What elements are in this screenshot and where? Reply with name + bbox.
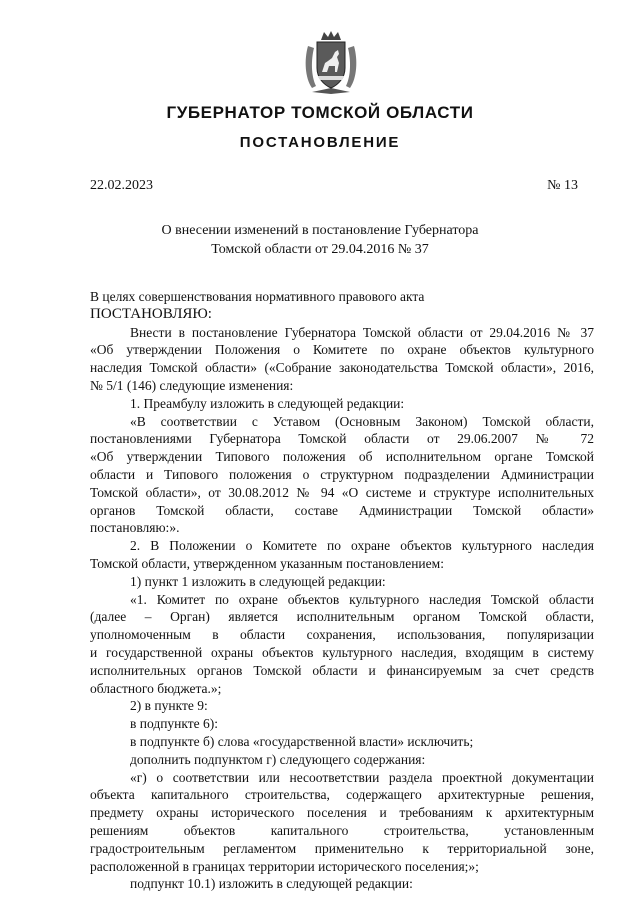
body-line: «Об утверждении Положения о Комитете по охране объектов культурного <box>90 342 594 358</box>
body-line: органов Томской области, составе Администрации Томской области» <box>90 502 594 518</box>
body-line: в подпункте б) слова «государственной власти» исключить; <box>130 733 474 749</box>
body-line: подпункт 10.1) изложить в следующей редакции: <box>130 876 413 892</box>
body-line: В целях совершенствования нормативного правового акта <box>90 289 425 304</box>
document-type: ПОСТАНОВЛЕНИЕ <box>239 134 401 151</box>
body-line: Томской области», от 30.08.2012 № 94 «О системе и структуре исполнительных <box>90 484 594 500</box>
body-line: наследия Томской области» («Собрание законодательства Томской области», 2016, <box>90 360 594 376</box>
subject-line: Томской области от 29.04.2016 № 37 <box>211 242 429 257</box>
document-subject <box>0 221 640 259</box>
body-line: объекта капитального строительства, содержащего архитектурные решения, <box>90 787 594 803</box>
body-line: № 5/1 (146) следующие изменения: <box>90 377 294 393</box>
body-line: ПОСТАНОВЛЯЮ: <box>90 305 212 322</box>
body-line: решениям объектов капитального строительства, установленным <box>90 822 594 838</box>
document-number: № 13 <box>547 178 578 193</box>
body-line: постановляю:». <box>90 520 180 536</box>
body-line: «1. Комитет по охране объектов культурного наследия Томской области <box>130 591 594 607</box>
body-line: Томской области, утвержденном указанным постановлением: <box>90 555 444 571</box>
body-line: (далее – Орган) является исполнительным органом Томской области, <box>90 609 594 625</box>
body-line: 2) в пункте 9: <box>130 698 208 714</box>
body-line: «В соответствии с Уставом (Основным Законом) Томской области, <box>130 413 594 429</box>
body-line: уполномоченным в области сохранения, использования, популяризации <box>90 627 594 643</box>
body-line: 1. Преамбулу изложить в следующей редакции: <box>130 395 405 411</box>
body-line: 2. В Положении о Комитете по охране объектов культурного наследия <box>130 538 594 554</box>
tomsk-region-coat-of-arms <box>302 30 360 96</box>
document-body <box>90 288 594 893</box>
document-date: 22.02.2023 <box>90 178 153 193</box>
page-title: ГУБЕРНАТОР ТОМСКОЙ ОБЛАСТИ <box>166 103 474 122</box>
body-line: постановлениями Губернатора Томской области от 29.06.2007 № 72 <box>90 431 594 447</box>
body-line: «Об утверждении Типового положения об исполнительном органе Томской <box>90 449 594 465</box>
subject-line: О внесении изменений в постановление Губернатора <box>161 223 479 238</box>
body-line: предмету охраны исторического поселения и требованиям к архитектурным <box>90 805 594 821</box>
body-line: области и Типового положения о структурном подразделении Администрации <box>90 466 594 482</box>
body-line: градостроительным регламентом применительно к территориальной зоне, <box>90 840 594 856</box>
body-line: 1) пункт 1 изложить в следующей редакции: <box>130 573 386 589</box>
body-line: Внести в постановление Губернатора Томской области от 29.04.2016 № 37 <box>130 324 594 340</box>
body-line: дополнить подпунктом г) следующего содержания: <box>130 751 426 767</box>
body-line: в подпункте 6): <box>130 716 219 732</box>
body-line: и государственной охраны объектов культурного наследия, входящим в систему <box>90 644 594 660</box>
body-line: расположенной в границах территории исторического поселения;»; <box>90 858 479 874</box>
body-line: «г) о соответствии или несоответствии раздела проектной документации <box>130 769 594 785</box>
body-line: исполнительных органов Томской области и финансируемым за счет средств <box>90 662 594 678</box>
body-line: областного бюджета.»; <box>90 680 222 696</box>
